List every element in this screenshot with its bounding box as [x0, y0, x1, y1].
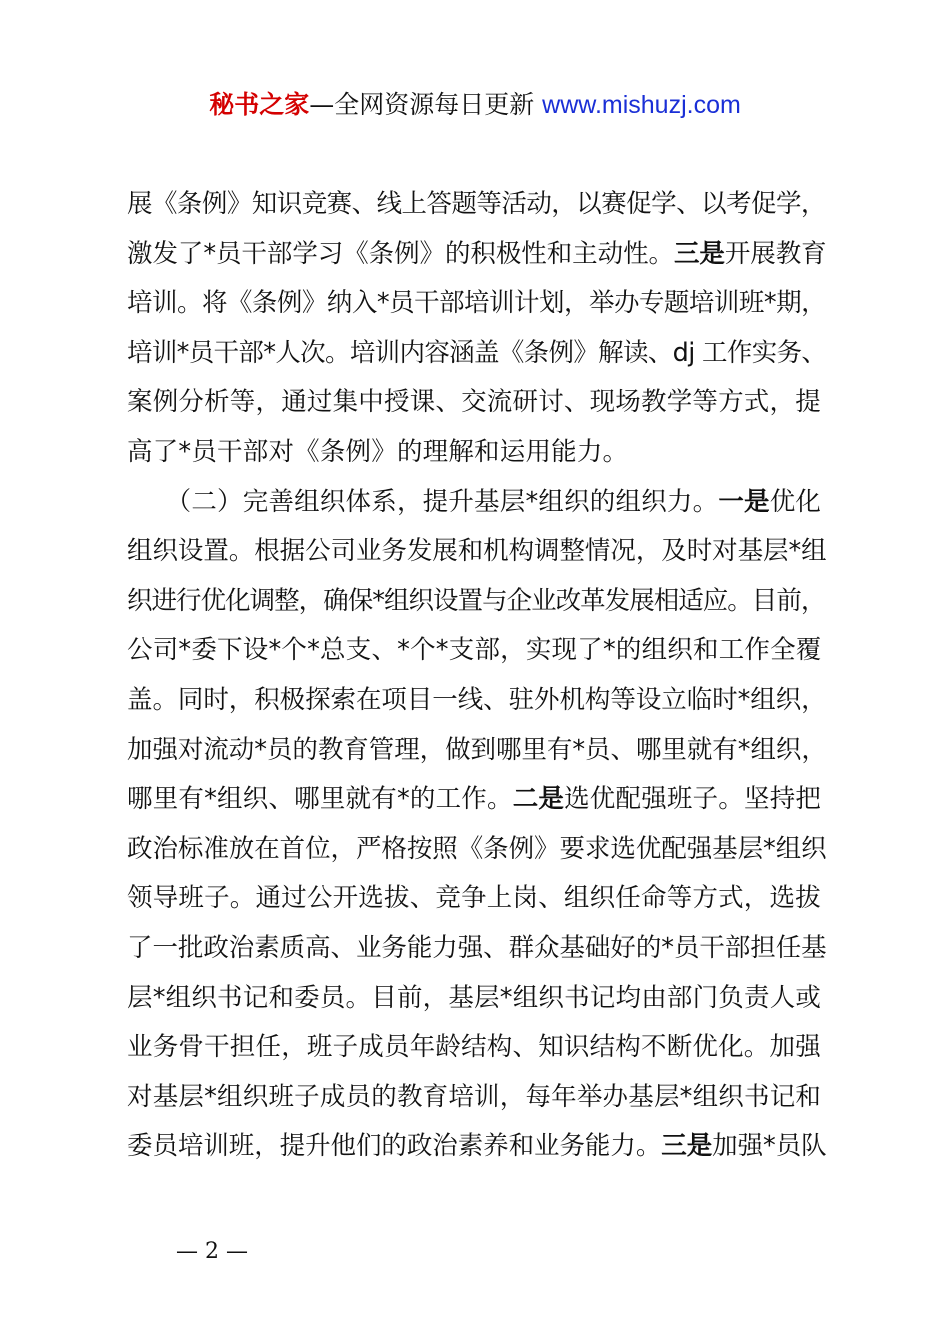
text-line [127, 577, 827, 627]
text-line [127, 1023, 827, 1073]
text-segment: 了一批政治素质高、业务能力强、群众基础好的*员干部担任基 [127, 932, 827, 963]
text-line [127, 230, 827, 280]
text-segment: 公司*委下设*个*总支、*个*支部，实现了*的组织和工作全覆 [127, 635, 822, 666]
text-line [127, 775, 827, 825]
text-line [127, 825, 827, 875]
text-segment: 开展教育 [724, 238, 827, 269]
text-segment: 领导班子。通过公开选拔、竞争上岗、组织任命等方式，选拔 [127, 883, 821, 914]
site-header [0, 86, 950, 124]
text-line [127, 378, 827, 428]
text-segment: 委员培训班，提升他们的政治素养和业务能力。 [127, 1131, 662, 1162]
text-line [127, 1122, 827, 1172]
text-line [127, 428, 827, 478]
text-line [127, 874, 827, 924]
text-segment: 展《条例》知识竞赛、线上答题等活动，以赛促学、以考促学， [127, 189, 826, 219]
text-segment: 培训。将《条例》纳入*员干部培训计划，举办专题培训班*期， [127, 288, 827, 319]
text-line [127, 478, 827, 528]
text-segment: 业务骨干担任，班子成员年龄结构、知识结构不断优化。加强 [127, 1032, 821, 1063]
text-line [127, 527, 827, 577]
emphasis-text: 三是 [673, 238, 725, 269]
text-segment: 高了*员干部对《条例》的理解和运用能力。 [127, 436, 629, 467]
text-line [127, 279, 827, 329]
text-segment: 加强*员队 [712, 1131, 827, 1162]
text-line [127, 626, 827, 676]
text-segment: 盖。同时，积极探索在项目一线、驻外机构等设立临时*组织， [127, 684, 827, 715]
emphasis-text: 三是 [661, 1131, 713, 1162]
site-url-link[interactable]: www.mishuzj.com [542, 91, 741, 119]
site-tagline: —全网资源每日更新 [309, 90, 543, 119]
text-segment: 选优配强班子。坚持把 [564, 784, 822, 815]
text-segment: 加强对流动*员的教育管理，做到哪里有*员、哪里就有*组织， [127, 734, 827, 765]
site-brand: 秘书之家 [209, 90, 310, 119]
text-line [127, 974, 827, 1024]
emphasis-text: 一是 [718, 486, 770, 517]
text-line [127, 180, 827, 230]
text-line [127, 329, 827, 379]
text-segment: 培训*员干部*人次。培训内容涵盖《条例》解读、dj 工作实务、 [127, 337, 827, 368]
text-segment: 对基层*组织班子成员的教育培训，每年举办基层*组织书记和 [127, 1081, 822, 1112]
text-segment: 优化 [769, 486, 822, 517]
text-segment: 案例分析等，通过集中授课、交流研讨、现场教学等方式，提 [127, 387, 821, 418]
text-segment: （二）完善组织体系，提升基层*组织的组织力。 [127, 486, 719, 517]
text-segment: 织进行优化调整，确保*组织设置与企业改革发展相适应。目前， [127, 585, 826, 616]
text-line [127, 726, 827, 776]
document-body [127, 180, 827, 1172]
text-line [127, 1073, 827, 1123]
text-segment: 组织设置。根据公司业务发展和机构调整情况，及时对基层*组 [127, 536, 827, 567]
text-line [127, 676, 827, 726]
text-segment: 政治标准放在首位，严格按照《条例》要求选优配强基层*组织 [127, 833, 827, 864]
emphasis-text: 二是 [512, 784, 565, 815]
text-segment: 激发了*员干部学习《条例》的积极性和主动性。 [127, 238, 674, 269]
text-segment: 哪里有*组织、哪里就有*的工作。 [127, 784, 513, 815]
text-line [127, 924, 827, 974]
page-number: — 2 — [176, 1239, 248, 1264]
text-segment: 层*组织书记和委员。目前，基层*组织书记均由部门负责人或 [127, 982, 822, 1013]
